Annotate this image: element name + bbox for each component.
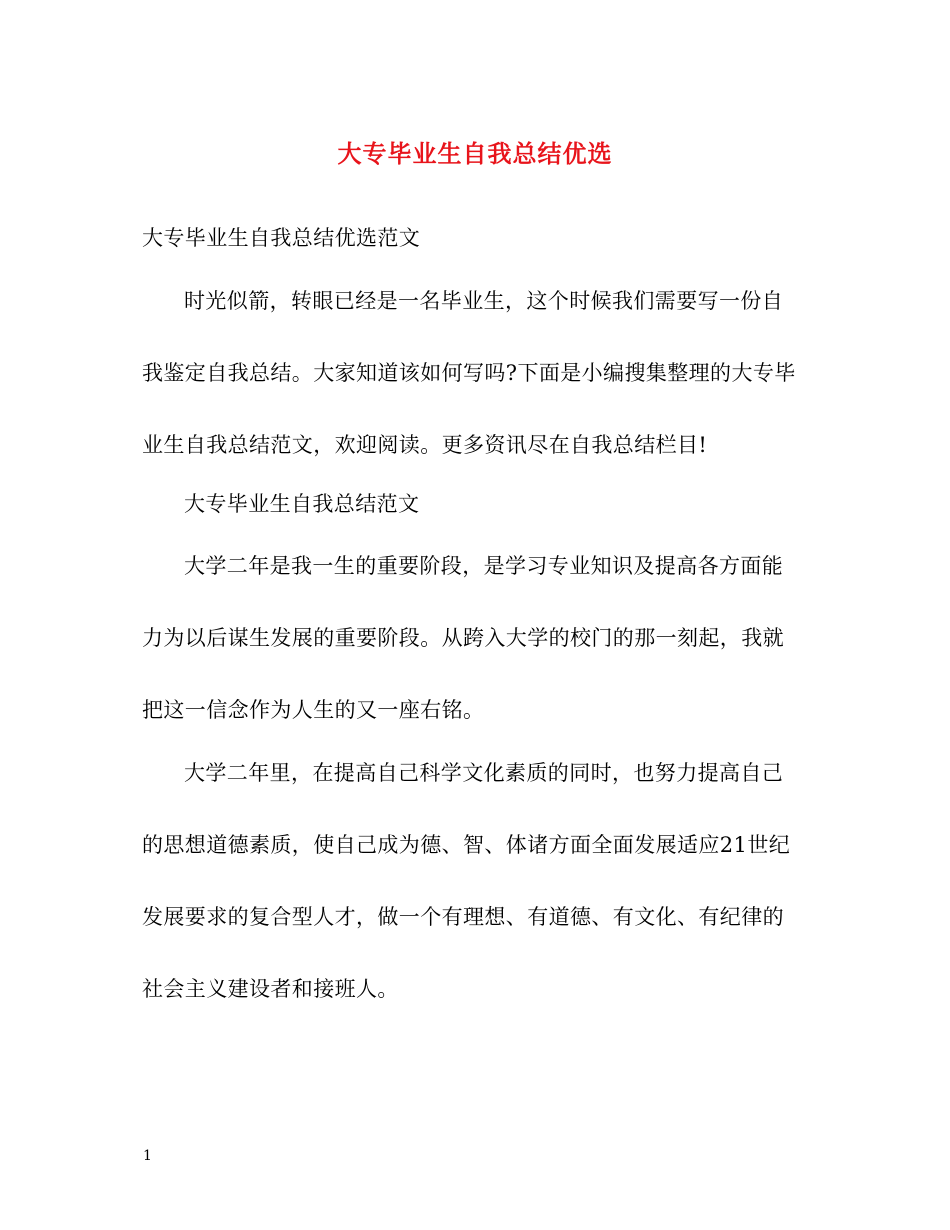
paragraph-1-line-2: 我鉴定自我总结。大家知道该如何写吗?下面是小编搜集整理的大专毕 [142, 361, 796, 385]
subtitle-line: 大专毕业生自我总结优选范文 [142, 226, 421, 250]
paragraph-3-line-1: 大学二年里，在提高自己科学文化素质的同时，也努力提高自己 [184, 761, 784, 785]
paragraph-3-line-2: 的思想道德素质，使自己成为德、智、体诸方面全面发展适应21世纪 [142, 833, 791, 857]
paragraph-1-line-1: 时光似箭，转眼已经是一名毕业生，这个时候我们需要写一份自 [184, 289, 784, 313]
paragraph-1-line-3: 业生自我总结范文，欢迎阅读。更多资讯尽在自我总结栏目! [142, 433, 708, 457]
paragraph-2-line-2: 力为以后谋生发展的重要阶段。从跨入大学的校门的那一刻起，我就 [142, 626, 784, 650]
paragraph-2-line-1: 大学二年是我一生的重要阶段，是学习专业知识及提高各方面能 [184, 554, 784, 578]
page-number: 1 [143, 1148, 152, 1164]
section-heading: 大专毕业生自我总结范文 [184, 492, 420, 516]
paragraph-3-line-3: 发展要求的复合型人才，做一个有理想、有道德、有文化、有纪律的 [142, 905, 784, 929]
document-title: 大专毕业生自我总结优选 [337, 139, 613, 168]
paragraph-2-line-3: 把这一信念作为人生的又一座右铭。 [142, 698, 485, 722]
paragraph-3-line-4: 社会主义建设者和接班人。 [142, 977, 399, 1001]
